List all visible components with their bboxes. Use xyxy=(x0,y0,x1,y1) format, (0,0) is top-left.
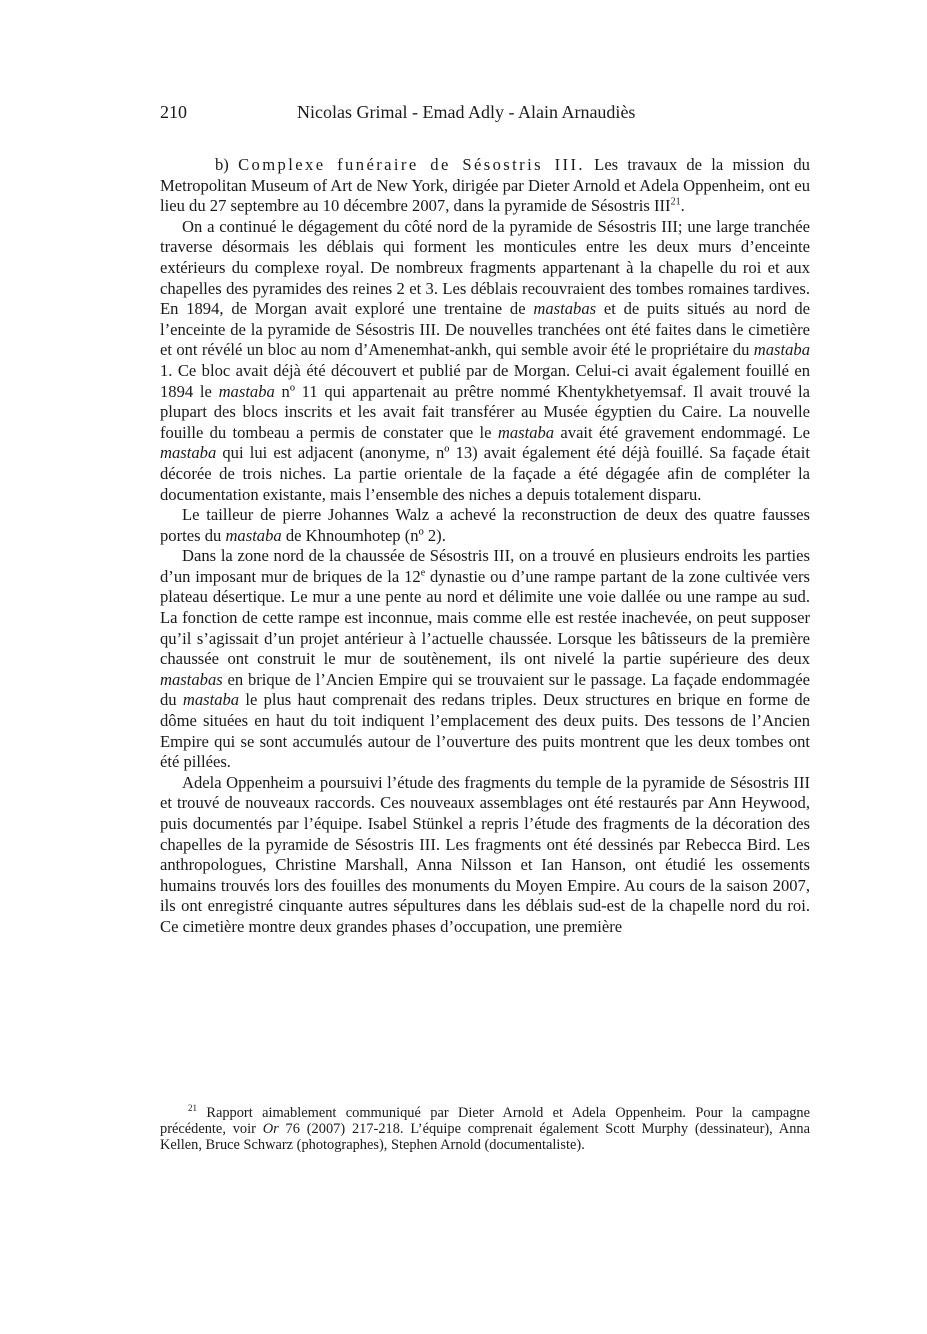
paragraph: On a continué le dégagement du côté nord de la pyramide de Sésostris III; une large tranchée traverse désormais les déblais qui forment les monticules entre les deux murs d’enceinte extérieurs du complexe royal. De nombreux fragments appartenant à la chapelle du roi et aux chapelles des pyramides des reines 2 et 3. Les déblais recouvraient des tombes romaines tardives. En 1894, de Morgan avait exploré une trentaine de mastabas et de puits situés au nord de l’enceinte de la pyramide de Sésostris III. De nouvelles tranchées ont été faites dans le cimetière et ont révélé un bloc au nom d’Amenemhat-ankh, qui semble avoir été le propriétaire du mastaba 1. Ce bloc avait déjà été découvert et publié par de Morgan. Celui-ci avait également fouillé en 1894 le mastaba nº 11 qui appartenait au prêtre nommé Khentykhetyemsaf. Il avait trouvé la plupart des blocs inscrits et les avait fait transférer au Musée égyptien du Caire. La nouvelle fouille du tombeau a permis de constater que le mastaba avait été gravement endommagé. Le mastaba qui lui est adjacent (anonyme, nº 13) avait également été déjà fouillé. Sa façade était décorée de trois niches. La partie orientale de la façade a été dégagée afin de compléter la documentation existante, mais l’ensemble des niches a depuis totalement disparu. xyxy=(160,216,810,504)
footnote: $^{21}$ Rapport aimablement communiqué par Dieter Arnold et Adela Oppenheim. Pour la campagne précédente, voir Or 76 (2007) 217-218. L’équipe comprenait également Scott Murphy (dessinateur), Anna Kellen, Bruce Schwarz (photographes), Stephen Arnold (documentaliste). xyxy=(160,1103,810,1153)
footnote-number: 21 xyxy=(188,1103,197,1114)
paragraph: Le tailleur de pierre Johannes Walz a achevé la reconstruction de deux des quatre fausses portes du mastaba de Khnoumhotep (nº 2). xyxy=(160,505,810,545)
paragraph: Dans la zone nord de la chaussée de Sésostris III, on a trouvé en plusieurs endroits les parties d’un imposant mur de briques de la 12e dynastie ou d’une rampe partant de la zone cultivée vers plateau désertique. Le mur a une pente au nord et délimite une voie dallée ou une rampe au sud. La fonction de cette rampe est inconnue, mais comme elle est restée inachevée, on peut supposer qu’il s’agissait d’un projet antérieur à l’actuelle chaussée. Lorsque les bâtisseurs de la première chaussée ont construit le mur de soutènement, ils ont nivelé la partie supérieure des deux mastabas en brique de l’Ancien Empire qui se trouvaient sur le passage. La façade endommagée du mastaba le plus haut comprenait des redans triples. Deux structures en brique en forme de dôme situées en haut du toit indiquent l’emplacement des deux puits. Des tessons de l’Ancien Empire qui se sont accumulés autour de l’ouverture des puits montrent que les deux tombes ont été pillées. xyxy=(160,546,810,772)
body-text xyxy=(160,155,810,938)
footnote-reference: 21 xyxy=(670,196,681,208)
paragraph: Adela Oppenheim a poursuivi l’étude des fragments du temple de la pyramide de Sésostris III et trouvé de nouveaux raccords. Ces nouveaux assemblages ont été restaurés par Ann Heywood, puis documentés par l’équipe. Isabel Stünkel a repris l’étude des fragments de la décoration des chapelles de la pyramide de Sésostris III. Les fragments ont été dessinés par Rebecca Bird. Les anthropologues, Christine Marshall, Anna Nilsson et Ian Hanson, ont étudié les ossements humains trouvés lors des fouilles des monuments du Moyen Empire. Au cours de la saison 2007, ils ont enregistré cinquante autres sépultures dans les déblais sud-est de la chapelle nord du roi. Ce cimetière montre deux grandes phases d’occupation, une première xyxy=(160,772,810,936)
section-heading: Complexe funéraire de Sésostris III. xyxy=(238,155,585,174)
page-number: 210 xyxy=(160,102,187,122)
section-paragraph: b) Complexe funéraire de Sésostris III. Les travaux de la mission du Metropolitan Museum of Art de New York, dirigée par Dieter Arnold et Adela Oppenheim, ont eu lieu du 27 septembre au 10 décembre 2007, dans la pyramide de Sésostris III$^{21}$. xyxy=(160,155,810,216)
footnotes xyxy=(160,1105,810,1153)
running-head: Nicolas Grimal - Emad Adly - Alain Arnaudiès xyxy=(297,102,636,122)
